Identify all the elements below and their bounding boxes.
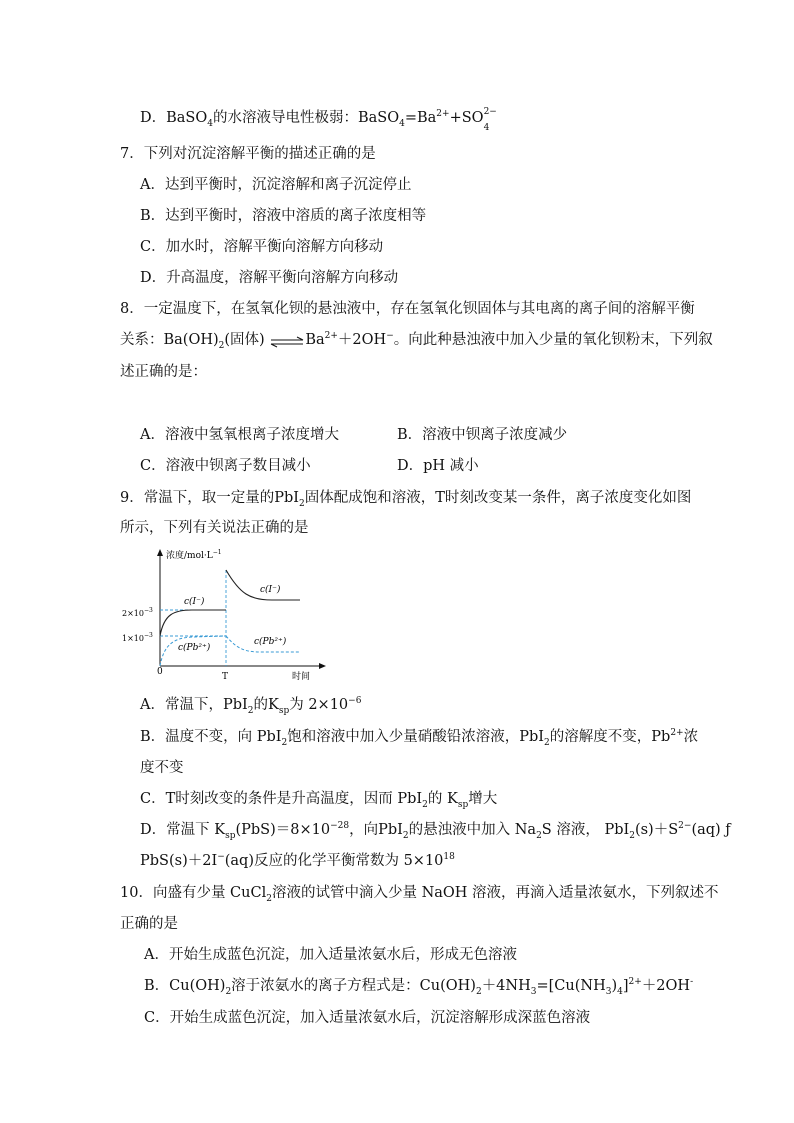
q8-stem-2: 关系：$Ba(OH)_2$(固体) $Ba^{2+}+2OH^-$。向此种悬浊液中加入少量的氧化钡粉末，下列叙 bbox=[120, 331, 713, 351]
q7-option-b: B．达到平衡时，溶液中溶质的离子浓度相等 bbox=[140, 208, 427, 224]
q7-option-d: D．升高温度，溶解平衡向溶解方向移动 bbox=[140, 270, 399, 286]
q9-option-d: D．常温下 $K_{sp}(PbS)=8\times 10^{-28}$，向PbI$_2$的悬浊液中加入 $Na_2S$ 溶液， $PbI_2(s)+S^{2-}(aq)$ ƒ bbox=[140, 821, 731, 841]
y-axis-arrow bbox=[157, 549, 163, 556]
q9-option-b: B．温度不变，向 PbI$_2$饱和溶液中加入少量硝酸铅浓溶液，PbI$_2$的溶解度不变，$Pb^{2+}$浓 bbox=[140, 728, 699, 748]
q7-option-c: C．加水时，溶解平衡向溶解方向移动 bbox=[140, 239, 384, 255]
equilibrium-arrow-icon bbox=[269, 334, 305, 346]
q8-option-b: B．溶液中钡离子浓度减少 bbox=[397, 427, 568, 443]
label-pb-before: c(Pb²⁺) bbox=[178, 643, 211, 653]
q10-stem-1: 10．向盛有少量 CuCl$_2$溶液的试管中滴入少量 NaOH 溶液，再滴入适量浓氨水，下列叙述不 bbox=[120, 885, 719, 904]
q8-stem-3: 述正确的是： bbox=[120, 364, 207, 380]
x-axis-arrow bbox=[319, 663, 326, 669]
q9-option-b-cont: 度不变 bbox=[140, 760, 184, 776]
q10-option-c: C．开始生成蓝色沉淀，加入适量浓氨水后，沉淀溶解形成深蓝色溶液 bbox=[144, 1010, 591, 1026]
label-pb-after: c(Pb²⁺) bbox=[254, 637, 287, 647]
x-tick-t: T bbox=[222, 672, 229, 682]
origin-label: 0 bbox=[157, 667, 163, 677]
q6-option-d: D．BaSO$_4$的水溶液导电性极弱：$BaSO_4=Ba^{2+}+SO$ 2− 4 bbox=[140, 107, 497, 133]
q8-stem-1: 8．一定温度下，在氢氧化钡的悬浊液中，存在氢氧化钡固体与其电离的离子间的溶解平衡 bbox=[120, 301, 695, 317]
y-tick-1e-3: $1\times 10^{-3}$ bbox=[122, 632, 153, 643]
q10-stem-2: 正确的是 bbox=[120, 916, 178, 932]
q8-option-d: D．pH 减小 bbox=[397, 458, 479, 474]
q7-option-a: A．达到平衡时，沉淀溶解和离子沉淀停止 bbox=[140, 177, 412, 193]
ion-concentration-chart bbox=[122, 548, 332, 684]
q10-option-a: A．开始生成蓝色沉淀，加入适量浓氨水后，形成无色溶液 bbox=[144, 947, 517, 963]
q9-stem-2: 所示，下列有关说法正确的是 bbox=[120, 520, 309, 536]
q9-stem-1: 9．常温下，取一定量的PbI$_2$固体配成饱和溶液，T时刻改变某一条件，离子浓度变化如图 bbox=[120, 490, 692, 509]
y-axis-label: 浓度$/mol\cdot L^{-1}$ bbox=[166, 549, 222, 561]
y-tick-2e-3: $2\times 10^{-3}$ bbox=[122, 607, 153, 618]
q8-option-c: C．溶液中钡离子数目减小 bbox=[140, 458, 311, 474]
q8-option-a: A．溶液中氢氧根离子浓度增大 bbox=[140, 427, 339, 443]
x-axis-label: 时间 bbox=[292, 672, 311, 682]
label-i-after: c(I⁻) bbox=[260, 585, 281, 595]
q9-option-a: A．常温下，PbI$_2$的$K_{sp}$为 $2\times 10^{-6}$ bbox=[140, 696, 362, 716]
q9-option-d-cont: PbS(s)＋2I−(aq)反应的化学平衡常数为 $5\times 10^{18}$ bbox=[140, 852, 455, 869]
label-i-before: c(I⁻) bbox=[184, 597, 205, 607]
series-i-before bbox=[160, 610, 226, 636]
q7-stem: 7．下列对沉淀溶解平衡的描述正确的是 bbox=[120, 146, 376, 162]
q10-option-b: B．$Cu(OH)_2$溶于浓氨水的离子方程式是：$Cu(OH)_2+4NH_3=[Cu(NH_3)_4]^{2+}+2OH^-$ bbox=[144, 977, 694, 997]
q9-option-c: C．T时刻改变的条件是升高温度，因而 PbI$_2$的 $K_{sp}$增大 bbox=[140, 791, 498, 810]
